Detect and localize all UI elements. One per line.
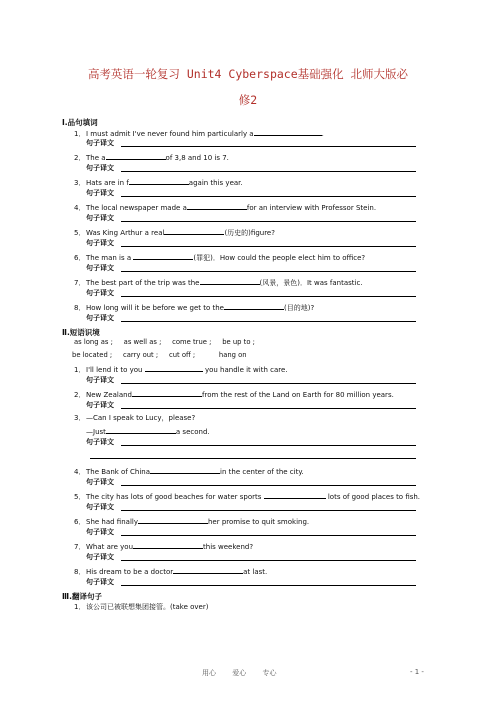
s2-translate-1: 句子译文 bbox=[86, 376, 416, 385]
s1-item-2: 2．The a of 3,8 and 10 is 7. bbox=[74, 154, 229, 162]
s2-item-3b: —Just a second. bbox=[86, 428, 210, 436]
s2-translate-4: 句子译文 bbox=[86, 478, 416, 487]
s1-item-6: 6．The man is a (罪犯)．How could the people elect him to office? bbox=[74, 254, 366, 262]
section1-heading: Ⅰ.品句填词 bbox=[62, 118, 98, 127]
s2-translate-3-extra-line bbox=[90, 458, 416, 459]
s2-item-5: 5．The city has lots of good beaches for water sports lots of good places to fish. bbox=[74, 493, 421, 501]
s2-translate-5: 句子译文 bbox=[86, 503, 416, 512]
s1-translate-1: 句子译文 bbox=[86, 139, 416, 148]
footer-text: 用心 爱心 专心 bbox=[202, 669, 277, 677]
s2-translate-3: 句子译文 bbox=[86, 438, 416, 447]
s2-item-3a: 3．—Can I speak to Lucy，please? bbox=[74, 414, 196, 422]
section3-heading: Ⅲ.翻译句子 bbox=[62, 592, 102, 601]
phrase-bank-line2: be located ; carry out ; cut off ; hang on bbox=[72, 351, 247, 359]
s2-item-7: 7．What are you this weekend? bbox=[74, 543, 254, 551]
s2-translate-8: 句子译文 bbox=[86, 578, 416, 587]
document-title-line1: 高考英语一轮复习 Unit4 Cyberspace基础强化 北师大版必 bbox=[87, 67, 409, 81]
s1-item-7: 7．The best part of the trip was the (风景，景色)．It was fantastic. bbox=[74, 279, 363, 287]
s1-item-4: 4．The local newspaper made a for an interview with Professor Stein. bbox=[74, 204, 377, 212]
phrase-bank-line1: as long as ; as well as ; come true ; be up to ; bbox=[74, 338, 255, 346]
s1-translate-2: 句子译文 bbox=[86, 164, 416, 173]
s2-item-8: 8．His dream to be a doctor at last. bbox=[74, 568, 268, 576]
s1-translate-5: 句子译文 bbox=[86, 239, 416, 248]
s1-item-1: 1．I must admit I've never found him particularly a . bbox=[74, 130, 324, 138]
s1-translate-8: 句子译文 bbox=[86, 314, 416, 323]
s3-item-1: 1．该公司已被联想集团接管。(take over) bbox=[74, 603, 209, 611]
s1-item-5: 5．Was King Arthur a real (历史的)figure? bbox=[74, 229, 275, 237]
s2-item-1: 1．I'll lend it to you you handle it with care. bbox=[74, 366, 288, 374]
s2-translate-6: 句子译文 bbox=[86, 528, 416, 537]
page-number: - 1 - bbox=[410, 668, 424, 676]
s1-item-8: 8．How long will it be before we get to the (目的地)? bbox=[74, 304, 315, 312]
s1-item-3: 3．Hats are in f again this year. bbox=[74, 179, 243, 187]
s2-item-6: 6．She had finally her promise to quit smoking. bbox=[74, 518, 310, 526]
s1-translate-4: 句子译文 bbox=[86, 214, 416, 223]
s2-translate-2: 句子译文 bbox=[86, 401, 416, 410]
s1-translate-7: 句子译文 bbox=[86, 289, 416, 298]
s1-translate-3: 句子译文 bbox=[86, 189, 416, 198]
section2-heading: Ⅱ.短语识境 bbox=[62, 328, 100, 337]
document-title-line2: 修2 bbox=[238, 93, 258, 107]
s2-item-2: 2．New Zealand from the rest of the Land on Earth for 80 million years. bbox=[74, 391, 394, 399]
s2-translate-7: 句子译文 bbox=[86, 553, 416, 562]
s1-translate-6: 句子译文 bbox=[86, 264, 416, 273]
s2-item-4: 4．The Bank of China in the center of the city. bbox=[74, 468, 304, 476]
